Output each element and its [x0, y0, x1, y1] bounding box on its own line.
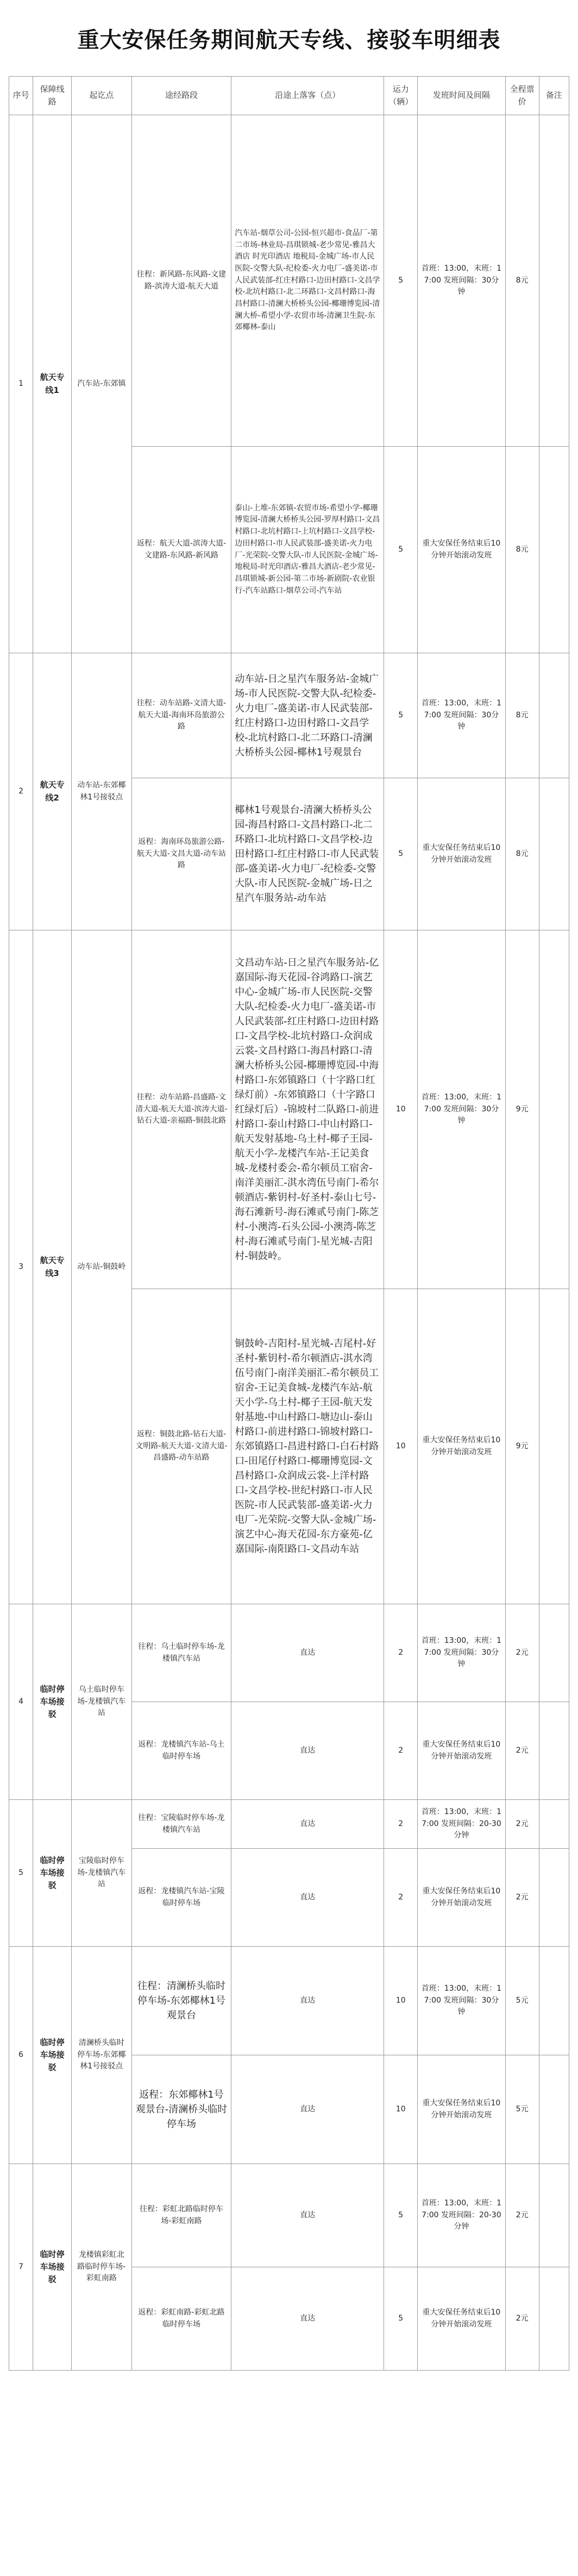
note [539, 2055, 569, 2164]
row-number: 3 [9, 930, 33, 1604]
stops-list: 汽车站-烟草公司-公园-恒兴超市-食品厂-第二市场-林业局-昌琪锁城-老少常见-雅昌大酒店 时光印酒店 地税局-金城广场-市人民医院-交警大队-纪检委-火力电厂-盛美诺-市人民武装部-红庄村路口-边田村路口-文昌学校-北坑村路口-北二环路口-文昌村路口-海昌村路口-清澜大桥桥头公园-椰珊博览园-清澜大桥-希望小学-农贸市场-清澜卫生院-东郊椰林-泰山 [231, 115, 384, 447]
fare: 8元 [505, 778, 539, 930]
schedule-info: 首班：13:00，末班：17:00 发班间隔：30分钟 [418, 115, 506, 447]
stops-list: 直达 [231, 2055, 384, 2164]
note [539, 1702, 569, 1800]
origin-destination: 动车站-铜鼓岭 [72, 930, 132, 1604]
line-name: 临时停车场接驳 [33, 1604, 72, 1800]
table-row [9, 1947, 569, 2055]
row-number: 2 [9, 653, 33, 930]
col-header-stops: 沿途上落客（点） [231, 77, 384, 115]
schedule-info: 首班：13:00，末班：17:00 发班间隔：20-30分钟 [418, 2164, 506, 2267]
fleet-count: 5 [384, 653, 418, 778]
fleet-count: 10 [384, 2055, 418, 2164]
fleet-count: 2 [384, 1800, 418, 1849]
fare: 2元 [505, 2267, 539, 2371]
header-row [9, 77, 569, 115]
line-name: 临时停车场接驳 [33, 1947, 72, 2164]
stops-list: 动车站-日之星汽车服务站-金城广场-市人民医院-交警大队-纪检委-火力电厂-盛美诺-市人民武装部-红庄村路口-边田村路口-文昌学校-北坑村路口-北二环路口-清澜大桥桥头公园-椰林1号观景台 [231, 653, 384, 778]
note [539, 930, 569, 1289]
line-name: 航天专线2 [33, 653, 72, 930]
route-segment: 返程：航天大道-滨涛大道-文建路-东风路-新风路 [131, 447, 231, 653]
fleet-count: 5 [384, 2267, 418, 2371]
route-segment: 返程：龙楼镇汽车站-乌土临时停车场 [131, 1702, 231, 1800]
note [539, 1604, 569, 1702]
schedule-info: 首班：13:00，末班：17:00 发班间隔：30分钟 [418, 930, 506, 1289]
row-number: 7 [9, 2164, 33, 2371]
schedule-info: 重大安保任务结束后10分钟开始滚动发班 [418, 1702, 506, 1800]
fare: 8元 [505, 115, 539, 447]
schedule-info: 重大安保任务结束后10分钟开始滚动发班 [418, 2267, 506, 2371]
fleet-count: 2 [384, 1604, 418, 1702]
schedule-info: 首班：13:00，末班：17:00 发班间隔：20-30分钟 [418, 1800, 506, 1849]
fleet-count: 5 [384, 778, 418, 930]
row-number: 5 [9, 1800, 33, 1947]
note [539, 115, 569, 447]
line-name: 航天专线1 [33, 115, 72, 653]
origin-destination: 清澜桥头临时停车场-东郊椰林1号接驳点 [72, 1947, 132, 2164]
fleet-count: 10 [384, 1289, 418, 1604]
route-segment: 返程：海南环岛旅游公路-航天大道-文昌大道-动车站路 [131, 778, 231, 930]
note [539, 1289, 569, 1604]
route-segment: 返程：铜鼓北路-钻石大道-文明路-航天大道-文清大道-昌盛路-动车站路 [131, 1289, 231, 1604]
line-name: 临时停车场接驳 [33, 1800, 72, 1947]
fare: 2元 [505, 1702, 539, 1800]
col-header-line: 保障线路 [33, 77, 72, 115]
fare: 9元 [505, 930, 539, 1289]
schedule-table [9, 76, 569, 2371]
table-row [9, 115, 569, 447]
route-segment: 往程：动车站路-文清大道-航天大道-海南环岛旅游公路 [131, 653, 231, 778]
note [539, 1849, 569, 1947]
route-segment: 往程：乌土临时停车场-龙楼镇汽车站 [131, 1604, 231, 1702]
fare: 5元 [505, 1947, 539, 2055]
origin-destination: 动车站-东郊椰林1号接驳点 [72, 653, 132, 930]
fleet-count: 2 [384, 1849, 418, 1947]
stops-list: 泰山-上堆-东郊镇-农贸市场-希望小学-椰珊博览园-清澜大桥桥头公园-罗厚村路口-文昌村路口-北坑村路口-上坑村路口-文昌学校-边田村路口-市人民武装部-盛美诺-火力电厂-光荣院-交警大队-市人民医院-金城广场-地税局-时光印酒店-雅昌大酒店-老少常见-昌琪锁城-新公园-第二市场-新剧院-农业银行-汽车站路口-烟草公司-汽车站 [231, 447, 384, 653]
schedule-info: 重大安保任务结束后10分钟开始滚动发班 [418, 778, 506, 930]
fleet-count: 5 [384, 447, 418, 653]
table-row [9, 1604, 569, 1702]
fleet-count: 2 [384, 1702, 418, 1800]
schedule-info: 首班：13:00，末班：17:00 发班间隔：30分钟 [418, 1947, 506, 2055]
stops-list: 直达 [231, 1604, 384, 1702]
col-header-schedule: 发班时间及间隔 [418, 77, 506, 115]
origin-destination: 宝陵临时停车场-龙楼镇汽车站 [72, 1800, 132, 1947]
schedule-info: 重大安保任务结束后10分钟开始滚动发班 [418, 2055, 506, 2164]
note [539, 653, 569, 778]
page-title: 重大安保任务期间航天专线、接驳车明细表 [77, 27, 501, 53]
route-segment: 往程：宝陵临时停车场-龙楼镇汽车站 [131, 1800, 231, 1849]
line-name: 航天专线3 [33, 930, 72, 1604]
line-name: 临时停车场接驳 [33, 2164, 72, 2371]
fare: 2元 [505, 1800, 539, 1849]
stops-list: 铜鼓岭-吉阳村-星光城-吉尾村-好圣村-紫钥村-希尔顿酒店-淇水湾伍号南门-南洋美丽汇-希尔顿员工宿舍-王记美食城-龙楼汽车站-航天小学-乌土村-椰子王园-航天发射基地-中山村路口-塘边山-泰山村路口-前进村路口-锦坡村路口-东郊镇路口-昌进村路口-白石村路口-田尾仔村路口-椰珊博览园-文昌村路口-众润成云裳-上洋村路口-文昌学校-世纪村路口-市人民医院-市人民武装部-盛美诺-火力电厂-光荣院-交警大队-金城广场-演艺中心-海天花园-东方豪苑-亿嘉国际-南阳路口-文昌动车站 [231, 1289, 384, 1604]
stops-list: 直达 [231, 1800, 384, 1849]
col-header-route: 途经路段 [131, 77, 231, 115]
col-header-no: 序号 [9, 77, 33, 115]
table-row [9, 2164, 569, 2267]
schedule-info: 重大安保任务结束后10分钟开始滚动发班 [418, 447, 506, 653]
note [539, 778, 569, 930]
route-segment: 返程：龙楼镇汽车站-宝陵临时停车场 [131, 1849, 231, 1947]
stops-list: 直达 [231, 2267, 384, 2371]
fare: 5元 [505, 2055, 539, 2164]
route-segment: 往程：彩虹北路临时停车场-彩虹南路 [131, 2164, 231, 2267]
fare: 9元 [505, 1289, 539, 1604]
route-segment: 返程：彩虹南路-彩虹北路临时停车场 [131, 2267, 231, 2371]
route-segment: 往程：新风路-东风路-文建路-滨涛大道-航天大道 [131, 115, 231, 447]
col-header-fleet: 运力（辆） [384, 77, 418, 115]
note [539, 447, 569, 653]
schedule-info: 重大安保任务结束后10分钟开始滚动发班 [418, 1849, 506, 1947]
row-number: 1 [9, 115, 33, 653]
note [539, 1800, 569, 1849]
col-header-od: 起讫点 [72, 77, 132, 115]
fleet-count: 5 [384, 115, 418, 447]
origin-destination: 汽车站-东郊镇 [72, 115, 132, 653]
stops-list: 椰林1号观景台-清澜大桥桥头公园-海昌村路口-文昌村路口-北二环路口-北坑村路口-文昌学校-边田村路口-红庄村路口-市人民武装部-盛美诺-火力电厂-纪检委-交警大队-市人民医院-金城广场-日之星汽车服务站-动车站 [231, 778, 384, 930]
table-row [9, 653, 569, 778]
stops-list: 直达 [231, 1702, 384, 1800]
fare: 2元 [505, 1849, 539, 1947]
route-segment: 往程：动车站路-昌盛路-文清大道-航天大道-滨涛大道-钻石大道-亲福路-铜鼓北路 [131, 930, 231, 1289]
route-segment: 返程：东郊椰林1号观景台-清澜桥头临时停车场 [131, 2055, 231, 2164]
fleet-count: 5 [384, 2164, 418, 2267]
col-header-fare: 全程票价 [505, 77, 539, 115]
row-number: 6 [9, 1947, 33, 2164]
table-row [9, 930, 569, 1289]
stops-list: 直达 [231, 1947, 384, 2055]
origin-destination: 乌土临时停车场-龙楼镇汽车站 [72, 1604, 132, 1800]
schedule-info: 重大安保任务结束后10分钟开始滚动发班 [418, 1289, 506, 1604]
col-header-note: 备注 [539, 77, 569, 115]
route-segment: 往程：清澜桥头临时停车场-东郊椰林1号观景台 [131, 1947, 231, 2055]
origin-destination: 龙楼镇彩虹北路临时停车场-彩虹南路 [72, 2164, 132, 2371]
note [539, 2267, 569, 2371]
fleet-count: 10 [384, 930, 418, 1289]
fare: 8元 [505, 447, 539, 653]
schedule-info: 首班：13:00，末班：17:00 发班间隔：30分钟 [418, 1604, 506, 1702]
row-number: 4 [9, 1604, 33, 1800]
stops-list: 直达 [231, 1849, 384, 1947]
fleet-count: 10 [384, 1947, 418, 2055]
note [539, 1947, 569, 2055]
fare: 2元 [505, 2164, 539, 2267]
schedule-info: 首班：13:00，末班：17:00 发班间隔：30分钟 [418, 653, 506, 778]
stops-list: 直达 [231, 2164, 384, 2267]
table-row [9, 1800, 569, 1849]
stops-list: 文昌动车站-日之星汽车服务站-亿嘉国际-海天花园-谷鸿路口-演艺中心-金城广场-市人民医院-交警大队-纪检委-火力电厂-盛美诺-市人民武装部-红庄村路口-边田村路口-文昌学校-北坑村路口-众润成云裳-文昌村路口-海昌村路口-清澜大桥桥头公园-椰珊博览园-中海村路口-东郊镇路口（十字路口红绿灯前）-东郊镇路口（十字路口红绿灯后）-锦坡村二队路口-前进村路口-泰山村路口-中山村路口-航天发射基地-乌土村-椰子王园-航天小学-龙楼汽车站-王记美食城-龙楼村委会-希尔顿员工宿舍-南洋美丽汇-淇水湾伍号南门-希尔顿酒店-紫钥村-好圣村-泰山七号-海石滩新号-海石滩贰号南门-陈芝村-小澳湾-石头公园-小澳湾-陈芝村-海石滩贰号南门-星光城-吉阳村-铜鼓岭。 [231, 930, 384, 1289]
fare: 8元 [505, 653, 539, 778]
fare: 2元 [505, 1604, 539, 1702]
note [539, 2164, 569, 2267]
